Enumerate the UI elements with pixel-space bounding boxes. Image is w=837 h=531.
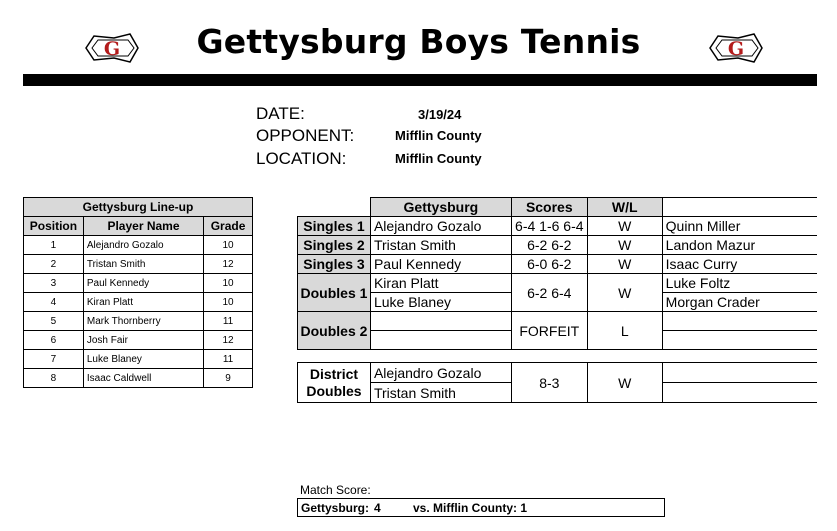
logo-letter-right: G: [727, 38, 745, 60]
opponent-name: Luke Foltz: [662, 274, 817, 293]
district-doubles-table: [297, 362, 817, 403]
opponent-value: Mifflin County: [395, 128, 482, 143]
match-score: 8-3: [511, 363, 587, 403]
location-label: LOCATION:: [256, 149, 347, 168]
match-score: 6-4 1-6 6-4: [511, 217, 587, 236]
district-label: [298, 363, 371, 403]
table-row: [298, 255, 818, 274]
lineup-grade: 12: [204, 331, 253, 350]
header-rule: [23, 74, 817, 86]
table-row: [298, 236, 818, 255]
opponent-name-empty: [662, 383, 817, 403]
table-row: [24, 236, 253, 255]
match-result: W: [587, 363, 662, 403]
table-row: [298, 217, 818, 236]
table-row: [24, 274, 253, 293]
opponent-name: Landon Mazur: [662, 236, 817, 255]
results-col-gettysburg: Gettysburg: [370, 198, 511, 217]
lineup-pos: 4: [24, 293, 84, 312]
table-row: [24, 331, 253, 350]
match-score: 6-2 6-2: [511, 236, 587, 255]
results-col-wl: W/L: [587, 198, 662, 217]
player-name-empty: [370, 331, 511, 350]
lineup-pos: 6: [24, 331, 84, 350]
table-row: [298, 274, 818, 293]
match-label: Doubles 1: [298, 274, 371, 312]
lineup-name: Alejandro Gozalo: [83, 236, 203, 255]
gettysburg-logo-right: [708, 32, 764, 64]
page-title: Gettysburg Boys Tennis: [196, 22, 641, 61]
location-value: Mifflin County: [395, 151, 482, 166]
table-row: [298, 312, 818, 331]
player-name: Tristan Smith: [370, 236, 511, 255]
lineup-name: Josh Fair: [83, 331, 203, 350]
date-label: DATE:: [256, 104, 305, 123]
lineup-name: Mark Thornberry: [83, 312, 203, 331]
opponent-name: Isaac Curry: [662, 255, 817, 274]
player-name: Kiran Platt: [370, 274, 511, 293]
lineup-pos: 1: [24, 236, 84, 255]
opponent-name: Morgan Crader: [662, 293, 817, 312]
lineup-grade: 9: [204, 369, 253, 388]
results-header-spacer: [298, 198, 371, 217]
match-score-opponent: vs. Mifflin County: 1: [413, 501, 527, 515]
lineup-grade: 11: [204, 350, 253, 369]
opponent-label: OPPONENT:: [256, 126, 355, 145]
lineup-col-grade: Grade: [204, 217, 253, 236]
player-name: Luke Blaney: [370, 293, 511, 312]
results-header-opponent: [662, 198, 817, 217]
player-name: Paul Kennedy: [370, 255, 511, 274]
lineup-caption: Gettysburg Line-up: [24, 198, 253, 217]
lineup-name: Paul Kennedy: [83, 274, 203, 293]
opponent-name: Quinn Miller: [662, 217, 817, 236]
lineup-table: [23, 197, 253, 388]
date-value: 3/19/24: [418, 107, 462, 122]
table-row: [24, 369, 253, 388]
match-result: L: [587, 312, 662, 350]
lineup-name: Isaac Caldwell: [83, 369, 203, 388]
lineup-name: Luke Blaney: [83, 350, 203, 369]
lineup-col-position: Position: [24, 217, 84, 236]
match-result: W: [587, 274, 662, 312]
lineup-pos: 5: [24, 312, 84, 331]
match-score: 6-2 6-4: [511, 274, 587, 312]
results-col-scores: Scores: [511, 198, 587, 217]
lineup-pos: 2: [24, 255, 84, 274]
match-label: Doubles 2: [298, 312, 371, 350]
lineup-pos: 8: [24, 369, 84, 388]
opponent-name-empty: [662, 331, 817, 350]
lineup-grade: 11: [204, 312, 253, 331]
match-label: Singles 1: [298, 217, 371, 236]
logo-letter-left: G: [103, 38, 121, 60]
match-score-box: [297, 498, 665, 517]
player-name-empty: [370, 312, 511, 331]
match-score-label: Match Score:: [300, 483, 371, 497]
player-name: Alejandro Gozalo: [370, 363, 511, 383]
match-score: 6-0 6-2: [511, 255, 587, 274]
lineup-grade: 10: [204, 293, 253, 312]
match-result: W: [587, 236, 662, 255]
match-result: W: [587, 255, 662, 274]
match-label: Singles 2: [298, 236, 371, 255]
opponent-name-empty: [662, 312, 817, 331]
table-row: [24, 312, 253, 331]
match-label: Singles 3: [298, 255, 371, 274]
match-result: W: [587, 217, 662, 236]
lineup-col-player: Player Name: [83, 217, 203, 236]
match-score: FORFEIT: [511, 312, 587, 350]
table-row: [24, 255, 253, 274]
lineup-grade: 10: [204, 236, 253, 255]
opponent-name-empty: [662, 363, 817, 383]
lineup-pos: 7: [24, 350, 84, 369]
match-score-team: Gettysburg:: [301, 501, 370, 515]
table-row: [24, 293, 253, 312]
table-row: [298, 363, 818, 383]
table-row: [24, 350, 253, 369]
district-label-line1: District: [309, 365, 359, 382]
district-label-line2: Doubles: [306, 382, 362, 399]
lineup-grade: 12: [204, 255, 253, 274]
player-name: Alejandro Gozalo: [370, 217, 511, 236]
player-name: Tristan Smith: [370, 383, 511, 403]
lineup-grade: 10: [204, 274, 253, 293]
match-score-team-value: 4: [374, 501, 381, 515]
lineup-name: Kiran Platt: [83, 293, 203, 312]
lineup-name: Tristan Smith: [83, 255, 203, 274]
lineup-pos: 3: [24, 274, 84, 293]
results-table: [297, 197, 817, 350]
